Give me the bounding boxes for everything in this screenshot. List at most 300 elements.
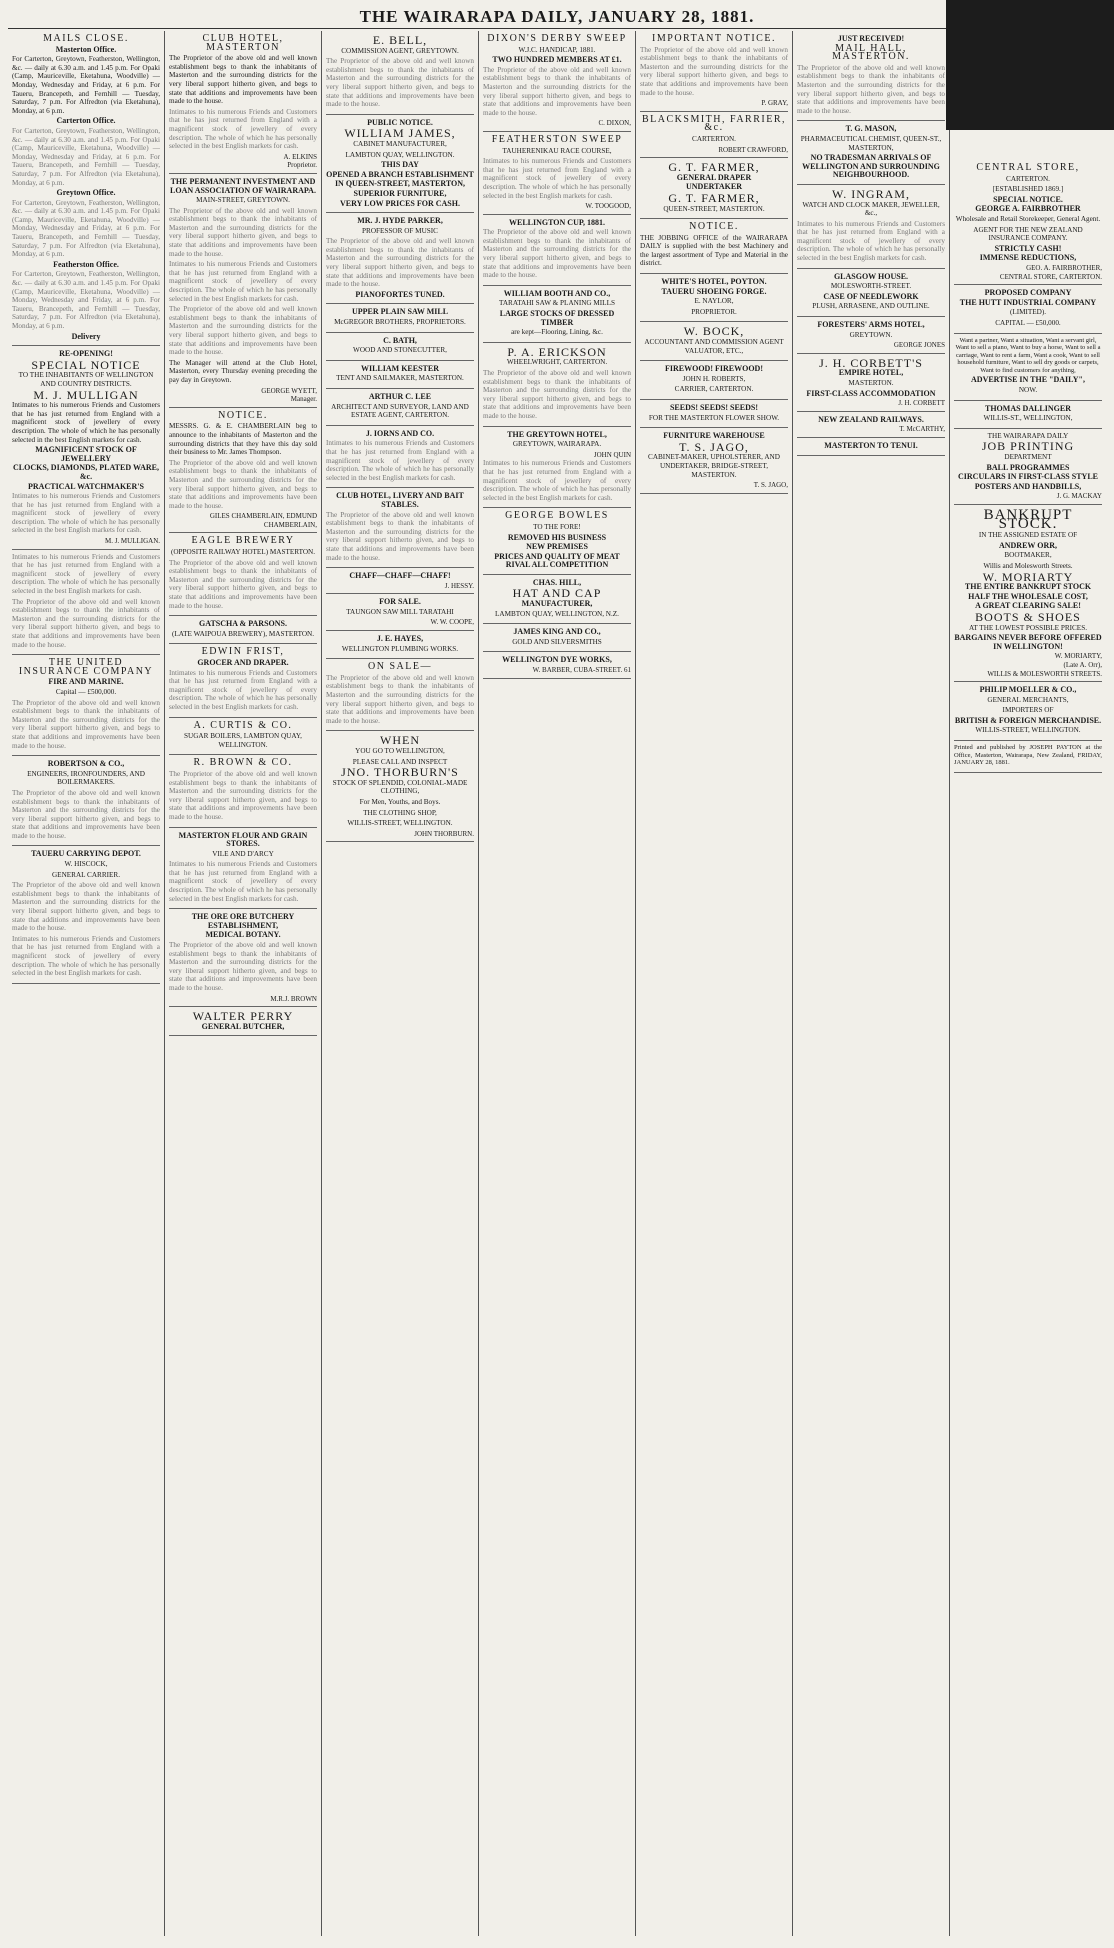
medical-body: The Proprietor of the above old and well known establishment begs to thank the inhabitants of Masterton and the surrounding districts for the very liberal support hitherto given, and begs to state that additions and improvements have been made to the house. — [169, 941, 317, 992]
ad-brown — [169, 755, 317, 827]
seeds-title: SEEDS! SEEDS! SEEDS! — [669, 403, 759, 412]
hat-title: CHAS. HILL, — [532, 577, 582, 587]
greytown-hotel-title: THE GREYTOWN HOTEL, — [507, 429, 607, 439]
hayes-sub: WELLINGTON PLUMBING WORKS. — [341, 644, 459, 653]
great-clearing: A GREAT CLEARING SALE! — [975, 601, 1081, 611]
mails-body-2: For Carterton, Greytown, Featherston, Wellington, &c. — daily at 6.30 a.m. and 1.45 p.m. For Opaki (Camp, Mauriceville, Eketahuna, Woodville) — Monday, Wednesday and Friday, at 6 p.m. For Taueru, Brancepeth, and Fernhill — Tuesday, Saturday, 7 p.m. For Alfredton (via Eketahuna), Monday, at 6 p.m. — [12, 126, 160, 187]
building-sig2: Manager. — [290, 395, 317, 404]
mulligan-clocks: CLOCKS, DIAMONDS, PLATED WARE, &c. — [13, 463, 159, 481]
white-title: WHITE'S HOTEL, POYTON. — [661, 277, 767, 287]
ad-insurance — [12, 655, 160, 756]
moriarty-sig2: (Late A. Orr), — [1063, 660, 1102, 669]
public-notice: PUBLIC NOTICE. — [367, 117, 433, 127]
ad-farmer — [640, 158, 788, 219]
moeller-title: PHILIP MOELLER & CO., — [979, 685, 1077, 695]
dixon-sub: W.J.C. HANDICAP, 1881. — [518, 45, 596, 54]
moriarty-title: W. MORIARTY — [982, 569, 1074, 584]
moeller-sub: GENERAL MERCHANTS, — [987, 695, 1069, 704]
bath-sub: WOOD AND STONECUTTER, — [353, 346, 447, 355]
ad-foresters — [797, 317, 945, 354]
circulars: CIRCULARS IN FIRST-CLASS STYLE — [958, 472, 1098, 482]
plush: PLUSH, ARRASENE, AND OUTLINE. — [812, 302, 930, 311]
jago-title: T. S. JAGO, — [679, 439, 749, 454]
building-title: THE PERMANENT INVESTMENT AND LOAN ASSOCIATION OF WAIRARAPA. — [170, 176, 316, 195]
mails-greytown: Greytown Office. — [56, 188, 116, 198]
mulligan-body-2: Intimates to his numerous Friends and Customers that he has just returned from England with a magnificent stock of jewellery of every description. The whole of which he has personally selected in the best English markets for cash. — [12, 492, 160, 535]
naylor-title: E. NAYLOR, — [694, 297, 734, 306]
when-title: WHEN — [380, 733, 420, 748]
curtis-sub: SUGAR BOILERS, LAMBTON QUAY, WELLINGTON. — [184, 732, 302, 749]
brown-title: R. BROWN & CO. — [193, 757, 293, 769]
mulligan-stock: MAGNIFICENT STOCK OF JEWELLERY — [35, 445, 137, 463]
butchery-title: THE ORE ORE BUTCHERY ESTABLISHMENT, — [191, 912, 295, 930]
iorns-title: J. IORNS AND CO. — [365, 428, 435, 438]
mulligan-name: M. J. MULLIGAN — [33, 387, 139, 402]
ad-robertson — [12, 756, 160, 846]
ad-seeds — [640, 400, 788, 428]
special-notice: SPECIAL NOTICE — [31, 357, 141, 372]
club-body: The Proprietor of the above old and well known establishment begs to thank the inhabitants of Masterton and the surrounding districts for the very liberal support hitherto given, and begs to state that additions and improvements have been made to the house. — [169, 54, 317, 106]
frist-title: EDWIN FRIST, — [201, 646, 285, 658]
moeller-goods: BRITISH & FOREIGN MERCHANDISE. — [954, 715, 1102, 725]
scan-dark-corner — [946, 0, 1114, 130]
ad-furniture — [640, 428, 788, 494]
column-2 — [165, 31, 322, 1936]
notice2-title: NOTICE. — [689, 221, 739, 233]
mails-body: For Carterton, Greytown, Featherston, Wellington, &c. — daily at 6.30 a.m. and 1.45 p.m. For Opaki (Camp, Mauriceville, Eketahuna, Woodville) — Monday, Wednesday and Friday, at 6 p.m. For Taueru, Brancepeth, and Fernhill — Tuesday, Saturday, 7 p.m. For Alfredton (via Eketahuna), Monday, at 6 p.m. — [12, 55, 160, 115]
ad-parker — [326, 213, 474, 304]
parker-pianos: PIANOFORTES TUNED. — [355, 289, 445, 299]
column-4 — [479, 31, 636, 1936]
bankrupt-estate: IN THE ASSIGNED ESTATE OF — [978, 531, 1078, 540]
chaff-title: CHAFF—CHAFF—CHAFF! — [349, 571, 451, 581]
cooper-sig: W. W. COOPE, — [430, 618, 474, 627]
chamberlain-body: MESSRS. G. & E. CHAMBERLAIN beg to announce to the inhabitants of Masterton and the surrounding districts that they have this day sold their business to Mr. James Thompson. — [169, 422, 317, 457]
mulligan-practical: PRACTICAL WATCHMAKER'S — [28, 481, 144, 491]
bock-sub: ACCOUNTANT AND COMMISSION AGENT VALUATOR, ETC., — [644, 338, 784, 355]
farmer2-title: G. T. FARMER, — [668, 190, 760, 205]
parker-sub: PROFESSOR OF MUSIC — [362, 226, 438, 235]
james-opened: OPENED A BRANCH ESTABLISHMENT — [326, 169, 474, 179]
building-body-3: The Proprietor of the above old and well known establishment begs to thank the inhabitants of Masterton and the surrounding districts for the very liberal support hitherto given, and begs to state that additions and improvements have been made to the house. — [169, 305, 317, 357]
bowles-prices: PRICES AND QUALITY OF MEAT RIVAL ALL COMPETITION — [494, 551, 620, 570]
jago-sub: CABINET-MAKER, UPHOLSTERER, AND UNDERTAKER, BRIDGE-STREET, MASTERTON. — [648, 453, 780, 479]
important-body: The Proprietor of the above old and well known establishment begs to thank the inhabitants of Masterton and the surrounding districts for the very liberal support hitherto given, and begs to state that additions and improvements have been made to the house. — [640, 45, 788, 97]
gray-sig: P. GRAY, — [761, 99, 788, 108]
thorburn-sig: JOHN THORBURN. — [414, 829, 474, 838]
hat-sub: HAT AND CAP — [512, 586, 602, 601]
lee-title: ARTHUR C. LEE — [368, 392, 432, 401]
naylor-sub: PROPRIETOR. — [691, 307, 737, 316]
dixon-sig: C. DIXON, — [598, 119, 631, 128]
keester-title: WILLIAM KEESTER — [360, 363, 440, 373]
building-body-2: Intimates to his numerous Friends and Customers that he has just returned from England with a magnificent stock of jewellery of every description. The whole of which he has personally selected in the best English markets for cash. — [169, 260, 317, 303]
greytown-hotel-body: Intimates to his numerous Friends and Customers that he has just returned from England with a magnificent stock of jewellery of every description. The whole of which he has personally selected in the best English markets for cash. — [483, 459, 631, 502]
club-sig2: Proprietor. — [287, 161, 317, 170]
tararua-title: TAUNGON SAW MILL TARATAHI — [346, 607, 454, 616]
ad-chaff — [326, 568, 474, 594]
ad-just-received — [797, 31, 945, 121]
no-title: NO TRADESMAN ARRIVALS OF WELLINGTON AND SURROUNDING NEIGHBOURHOOD. — [802, 153, 940, 180]
when-sub: YOU GO TO WELLINGTON, — [355, 747, 445, 755]
flour-title: MASTERTON FLOUR AND GRAIN STORES. — [178, 830, 308, 849]
james-this-day: THIS DAY — [381, 160, 419, 170]
tenui-title: MASTERTON TO TENUI. — [824, 440, 918, 450]
central-title: CENTRAL STORE, — [976, 162, 1080, 173]
jago-sig: T. S. JAGO, — [753, 481, 788, 490]
reopening-title: RE-OPENING! — [59, 349, 113, 359]
club-title: CLUB HOTEL, MASTERTON — [202, 33, 284, 53]
ad-erickson — [483, 343, 631, 427]
notice2-body: THE JOBBING OFFICE of the WAIRARAPA DAILY is supplied with the best Machinery and the largest assortment of Type and Material in the district. — [640, 233, 788, 268]
medical-title: MEDICAL BOTANY. — [205, 930, 281, 940]
club-body-2: Intimates to his numerous Friends and Customers that he has just returned from England with a magnificent stock of jewellery of every description. The whole of which he has personally selected in the best English markets for cash. — [169, 107, 317, 151]
booth-flooring: are kept—Flooring, Lining, &c. — [511, 328, 603, 337]
ad-bankrupt-stock — [954, 505, 1102, 682]
ad-cockery — [326, 488, 474, 568]
ad-important-notice — [640, 31, 788, 112]
taueru-body-2: Intimates to his numerous Friends and Customers that he has just returned from England with a magnificent stock of jewellery of every description. The whole of which he has personally selected in the best English markets for cash. — [12, 934, 160, 978]
crawford-sig: ROBERT CRAWFORD, — [718, 145, 788, 154]
ad-bright-prospect — [12, 550, 160, 656]
posters: POSTERS AND HANDBILLS, — [974, 481, 1082, 491]
greytown-hotel-sub: GREYTOWN, WAIRARAPA. — [512, 440, 602, 449]
ad-bock — [640, 322, 788, 361]
just-received: JUST RECEIVED! — [837, 34, 905, 43]
mulligan-intro: TO THE INHABITANTS OF WELLINGTON AND COUNTRY DISTRICTS. — [18, 371, 154, 388]
flour-body: Intimates to his numerous Friends and Customers that he has just returned from England with a magnificent stock of jewellery of every description. The whole of which he has personally selected in the best English markets for cash. — [169, 860, 317, 903]
ad-taueru-carrying — [12, 846, 160, 983]
job-printing-head: THE WAIRARAPA DAILY — [987, 431, 1069, 440]
undertaker-title: UNDERTAKER — [685, 182, 743, 192]
column-1 — [8, 31, 165, 1936]
foresters-sub: GREYTOWN. — [849, 330, 893, 339]
fairbrother-sub: Wholesale and Retail Storekeeper, General Agent. — [955, 214, 1101, 223]
bright-prospect-body: Intimates to his numerous Friends and Customers that he has just returned from England with a magnificent stock of jewellery of every description. The whole of which he has personally selected in the best English markets for cash. — [12, 552, 160, 596]
column-7 — [950, 31, 1106, 1936]
walter-sub: GENERAL BUTCHER, — [201, 1021, 285, 1031]
boots-shoes: BOOTS & SHOES — [975, 609, 1081, 624]
first-class: FIRST-CLASS ACCOMMODATION — [806, 388, 936, 398]
mails-title: MAILS CLOSE. — [43, 33, 129, 44]
bell-title: E. BELL, — [372, 33, 428, 47]
ad-gatscha — [169, 616, 317, 644]
nuppett-sig: M.R.J. BROWN — [270, 994, 317, 1003]
important-title: IMPORTANT NOTICE. — [652, 33, 776, 44]
firewood-sub: CARRIER, CARTERTON. — [674, 385, 754, 394]
mails-body-3: For Carterton, Greytown, Featherston, Wellington, &c. — daily at 6.30 a.m. and 1.45 p.m. For Opaki (Camp, Mauriceville, Eketahuna, Woodville) — Monday, Wednesday and Friday, at 6 p.m. For Taueru, Brancepeth, and Fernhill — Tuesday, Saturday, 7 p.m. For Alfredton (via Eketahuna), Monday, at 6 p.m. — [12, 198, 160, 259]
ad-on-sale — [326, 659, 474, 731]
fairbrother-sig2: CENTRAL STORE, CARTERTON. — [999, 272, 1102, 281]
ad-tenui — [797, 438, 945, 456]
farmer-sub: GENERAL DRAPER — [676, 172, 752, 182]
ad-blacksmith — [640, 112, 788, 158]
ad-eagle-brewery — [169, 533, 317, 616]
half-cost: HALF THE WHOLESALE COST, — [968, 591, 1088, 601]
bowles-removed: REMOVED HIS BUSINESS — [507, 532, 607, 542]
ad-booth — [483, 286, 631, 343]
booth-title: WILLIAM BOOTH AND CO., — [503, 288, 611, 298]
bowles-premises: NEW PREMISES — [526, 542, 588, 552]
chamberlain-body-2: The Proprietor of the above old and well known establishment begs to thank the inhabitants of Masterton and the surrounding districts for the very liberal support hitherto given, and begs to state that additions and improvements have been made to the house. — [169, 458, 317, 510]
mackay-sig: J. G. MACKAY — [1056, 492, 1102, 501]
ad-dallinger — [954, 401, 1102, 429]
ad-bowles — [483, 508, 631, 575]
onsale-body: The Proprietor of the above old and well known establishment begs to thank the inhabitants of Masterton and the surrounding districts for the very liberal support hitherto given, and begs to state that additions and improvements have been made to the house. — [326, 673, 474, 725]
masthead: THE WAIRARAPA DAILY, JANUARY 28, 1881. — [359, 7, 755, 26]
fairbrother-sig: GEO. A. FAIRBROTHER, — [1026, 263, 1102, 272]
erickson-title: P. A. ERICKSON — [507, 344, 607, 359]
ad-chamberlain — [169, 408, 317, 534]
mason-title: T. G. MASON, — [845, 124, 897, 134]
farmer-title: G. T. FARMER, — [668, 160, 760, 175]
bell-body: The Proprietor of the above old and well known establishment begs to thank the inhabitants of Masterton and the surrounding districts for the very liberal support hitherto given, and begs to state that additions and improvements have been made to the house. — [326, 57, 474, 109]
building-office: MAIN-STREET, GREYTOWN. — [196, 196, 290, 205]
hall-body: The Proprietor of the above old and well known establishment begs to thank the inhabitants of Masterton and the surrounding districts for the very liberal support hitherto given, and begs to state that additions and improvements have been made to the house. — [797, 63, 945, 115]
want-block: Want a partner, Want a situation, Want a servant girl, Want to sell a piano, Want to buy a horse, Want to sell a carriage, Want to rent a farm, Want a cook, Want to sell household furniture, Want to sell dry goods or carpets, Want to find customers for anything, — [955, 336, 1101, 374]
taueru-title: TAUERU CARRYING DEPOT. — [31, 849, 141, 859]
brown-body: The Proprietor of the above old and well known establishment begs to thank the inhabitants of Masterton and the surrounding districts for the very liberal support hitherto given, and begs to state that additions and improvements have been made to the house. — [169, 769, 317, 821]
ad-job-printing — [954, 429, 1102, 505]
taueru-name: W. HISCOCK, — [64, 860, 108, 869]
footer-imprint: Printed and published by JOSEPH PAYTON at the Office, Masterton, Wairarapa, New Zealand, FRIDAY, JANUARY 28, 1881. — [954, 744, 1102, 767]
ad-mails — [12, 31, 160, 346]
dye-sig: W. BARBER, CUBA-STREET. 61 — [532, 666, 631, 675]
ad-bell — [326, 31, 474, 115]
building-body: The Proprietor of the above old and well known establishment begs to thank the inhabitants of Masterton and the surrounding districts for the very liberal support hitherto given, and begs to state that additions and improvements have been made to the house. — [169, 206, 317, 258]
insurance-title: THE UNITED INSURANCE COMPANY — [18, 657, 154, 677]
ingram-body: Intimates to his numerous Friends and Customers that he has just returned from England with a magnificent stock of jewellery of every description. The whole of which he has personally selected in the best English markets for cash. — [797, 219, 945, 263]
bright-prospect-body-2: The Proprietor of the above old and well known establishment begs to thank the inhabitants of Masterton and the surrounding districts for the very liberal support hitherto given, and begs to state that additions and improvements have been made to the house. — [12, 597, 160, 649]
column-3 — [322, 31, 479, 1936]
central-sub: CARTERTON. — [1006, 174, 1050, 183]
frist-body: Intimates to his numerous Friends and Customers that he has just returned from England with a magnificent stock of jewellery of every description. The whole of which he has personally selected in the best English markets for cash. — [169, 668, 317, 711]
ad-railways — [797, 412, 945, 438]
king-sub: GOLD AND SILVERSMITHS — [512, 637, 602, 646]
bankrupt-name: ANDREW ORR, — [998, 540, 1058, 550]
ad-wellington-cup — [483, 215, 631, 286]
ingram-title: W. INGRAM, — [832, 186, 910, 201]
ad-iorns — [326, 426, 474, 489]
taueru-body: The Proprietor of the above old and well known establishment begs to thank the inhabitants of Masterton and the surrounding districts for the very liberal support hitherto given, and begs to state that additions and improvements have been made to the house. — [12, 881, 160, 933]
ad-flour — [169, 828, 317, 910]
robertson-title: ROBERTSON & CO., — [47, 759, 125, 769]
insurance-body: The Proprietor of the above old and well known establishment begs to thank the inhabitants of Masterton and the surrounding districts for the very liberal support hitherto given, and begs to state that additions and improvements have been made to the house. — [12, 698, 160, 750]
eagle-body: The Proprietor of the above old and well known establishment begs to thank the inhabitants of Masterton and the surrounding districts for the very liberal support hitherto given, and begs to state that additions and improvements have been made to the house. — [169, 558, 317, 610]
booth-stock: LARGE STOCKS OF DRESSED TIMBER — [499, 309, 615, 327]
dixon-members: TWO HUNDRED MEMBERS AT £1. — [492, 55, 622, 65]
sale-title: FOR SALE. — [379, 597, 421, 607]
moriarty-sig3: WILLIS & MOLESWORTH STREETS. — [987, 669, 1102, 678]
firewood-title: FIREWOOD! FIREWOOD! — [665, 364, 763, 374]
bowles-title: GEORGE BOWLES — [505, 510, 609, 522]
hall-title: MAIL HALL, MASTERTON. — [832, 42, 910, 63]
ad-lee — [326, 389, 474, 426]
bock-title: W. BOCK, — [683, 324, 745, 339]
greytown-hotel-sig: JOHN QUIN — [593, 450, 631, 459]
chaff-sig: J. HESSY. — [444, 581, 474, 590]
flour-sub: VILE AND D'ARCY — [212, 849, 274, 858]
lee-sub: ARCHITECT AND SURVEYOR, LAND AND ESTATE AGENT, CARTERTON. — [331, 402, 469, 420]
thorburn-stock: STOCK OF SPLENDID, COLONIAL-MADE CLOTHING, — [332, 778, 468, 796]
dallinger-title: THOMAS DALLINGER — [984, 403, 1071, 413]
curtis-title: A. CURTIS & CO. — [193, 719, 293, 731]
firewood-name: JOHN H. ROBERTS, — [682, 374, 746, 383]
onsale-title: ON SALE— — [368, 661, 432, 673]
james-addr: LAMBTON QUAY, WELLINGTON. — [345, 150, 455, 159]
masthead-rule — [8, 28, 1106, 29]
moeller-imp: IMPORTERS OF — [1002, 706, 1054, 715]
sawmill-sub: McGREGOR BROTHERS, PROPRIETORS. — [334, 318, 466, 327]
empire-title: EMPIRE HOTEL, — [838, 368, 904, 378]
strictly-cash: STRICTLY CASH! — [994, 243, 1062, 253]
james-name: WILLIAM JAMES, — [344, 126, 456, 141]
ad-dixon — [483, 31, 631, 132]
advertise: ADVERTISE IN THE "DAILY", — [971, 375, 1085, 385]
ad-king — [483, 624, 631, 652]
walter-title: WALTER PERRY — [192, 1009, 294, 1024]
ad-hat — [483, 575, 631, 624]
featherston-title: FEATHERSTON SWEEP — [491, 133, 623, 145]
mason-sub: PHARMACEUTICAL CHEMIST, QUEEN-ST., MASTERTON, — [800, 134, 942, 152]
ad-sawmill — [326, 304, 474, 332]
cockery-title: CLUB HOTEL, LIVERY AND BAIT STABLES. — [336, 491, 464, 509]
ad-dye-works — [483, 652, 631, 678]
robertson-body: The Proprietor of the above old and well known establishment begs to thank the inhabitants of Masterton and the surrounding districts for the very liberal support hitherto given, and begs to state that additions and improvements have been made to the house. — [12, 788, 160, 840]
dallinger-addr: WILLIS-ST., WELLINGTON, — [983, 414, 1073, 423]
moriarty-sig: W. MORIARTY, — [1054, 652, 1102, 661]
insurance-capital: Capital — £500,000. — [55, 687, 117, 696]
column-5 — [636, 31, 793, 1936]
dixon-title: DIXON'S DERBY SWEEP — [487, 33, 627, 44]
foresters-sig: GEORGE JONES — [893, 341, 945, 350]
job-printing: JOB PRINTING — [981, 439, 1075, 454]
ad-bath — [326, 333, 474, 361]
corbett-sig: J. H. CORBETT — [898, 399, 945, 408]
needlework: CASE OF NEEDLEWORK — [823, 291, 919, 301]
glasgow-sub: MOLESWORTH-STREET. — [830, 282, 912, 291]
ad-greytown-hotel — [483, 427, 631, 509]
ad-butchery — [169, 909, 317, 1007]
ad-hayes — [326, 631, 474, 659]
ad-for-sale — [326, 594, 474, 631]
glasgow-title: GLASGOW HOUSE. — [833, 271, 909, 281]
featherston-sub: TAUHERENIKAU RACE COURSE, — [502, 146, 612, 155]
frist-sub: GROCER AND DRAPER. — [197, 658, 289, 667]
columns — [8, 31, 1106, 1936]
corbett-title: J. H. CORBETT'S — [819, 355, 923, 370]
footer-imprint-box — [954, 741, 1102, 773]
bowles-sub: TO THE FORE! — [533, 522, 581, 531]
capital: CAPITAL — £50,000. — [995, 318, 1061, 327]
insurance-sub: FIRE AND MARINE. — [48, 677, 124, 687]
thorburn-title: JNO. THORBURN'S — [341, 765, 459, 780]
featherston-body: Intimates to his numerous Friends and Customers that he has just returned from England with a magnificent stock of jewellery of every description. The whole of which he has personally selected in the best English markets for cash. — [483, 157, 631, 200]
ad-william-james — [326, 115, 474, 213]
ad-mason — [797, 121, 945, 185]
moeller-addr: WILLIS-STREET, WELLINGTON. — [975, 726, 1081, 735]
erickson-sub: WHEELWRIGHT, CARTERTON. — [506, 358, 608, 367]
king-title: JAMES KING AND CO., — [513, 627, 601, 637]
ad-white-hotel — [640, 274, 788, 322]
james-prices: VERY LOW PRICES FOR CASH. — [340, 198, 460, 208]
ad-walter-perry — [169, 1007, 317, 1036]
thorburn-addr: WILLIS-STREET, WELLINGTON. — [347, 819, 453, 828]
hayes-title: J. E. HAYES, — [376, 634, 424, 644]
mcarthy-sig: T. McCARTHY, — [899, 425, 945, 434]
ad-advertise — [954, 334, 1102, 401]
bankrupt-sub: BOOTMAKER, — [1004, 551, 1052, 560]
ad-curtis — [169, 718, 317, 756]
keester-sub: TENT AND SAILMAKER, MASTERTON. — [336, 374, 464, 383]
dixon-body: The Proprietor of the above old and well known establishment begs to thank the inhabitants of Masterton and the surrounding districts for the very liberal support hitherto given, and begs to state that additions and improvements have been made to the house. — [483, 65, 631, 117]
ad-ingram — [797, 185, 945, 269]
dye-title: WELLINGTON DYE WORKS, — [502, 655, 612, 665]
hutt-limited: (LIMITED). — [1009, 308, 1047, 317]
building-meeting: The Manager will attend at the Club Hotel, Masterton, every Thursday evening preceding the pay day in Greytown. — [169, 358, 317, 384]
mails-delivery: Delivery — [71, 331, 101, 341]
ad-jobbing-notice — [640, 219, 788, 274]
ad-mulligan — [12, 346, 160, 549]
nz-railways: NEW ZEALAND RAILWAYS. — [818, 414, 924, 424]
robertson-sub: ENGINEERS, IRONFOUNDERS, AND BOILERMAKERS. — [27, 769, 145, 787]
column-6 — [793, 31, 950, 1936]
gatscha-sub: (LATE WAIPOUA BREWERY), MASTERTON. — [171, 629, 315, 638]
ingram-sub: WATCH AND CLOCK MAKER, JEWELLER, &c., — [802, 200, 940, 218]
helicon-body: The Proprietor of the above old and well known establishment begs to thank the inhabitants of Masterton and the surrounding districts for the very liberal support hitherto given, and begs to state that additions and improvements have been made to the house. — [483, 228, 631, 280]
helicon-title: WELLINGTON CUP, 1881. — [508, 217, 606, 227]
ad-club-hotel — [169, 31, 317, 174]
hat-sub2: MANUFACTURER, — [521, 599, 593, 609]
ad-keester — [326, 361, 474, 389]
farmer2-sub: QUEEN-STREET, MASTERTON. — [663, 204, 765, 213]
parker-title: MR. J. HYDE PARKER, — [357, 216, 443, 226]
james-sub: CABINET MANUFACTURER, — [353, 139, 447, 148]
parker-body: The Proprietor of the above old and well known establishment begs to thank the inhabitants of Masterton and the surrounding districts for the very liberal support hitherto given, and begs to state that additions and improvements have been made to the house. — [326, 237, 474, 289]
when-call: PLEASE CALL AND INSPECT — [352, 757, 448, 766]
blacksmith-title: BLACKSMITH, FARRIER, &c. — [642, 113, 786, 134]
proposed: PROPOSED COMPANY — [984, 288, 1072, 298]
advertise-now: NOW. — [1018, 386, 1038, 395]
chamberlain-sig: GILES CHAMBERLAIN, EDMUND CHAMBERLAIN, — [209, 512, 317, 529]
lowest-prices: AT THE LOWEST POSSIBLE PRICES. — [968, 623, 1087, 632]
ad-glasgow — [797, 269, 945, 317]
mails-featherston: Featherston Office. — [53, 259, 119, 269]
james-place: IN QUEEN-STREET, MASTERTON, — [334, 179, 466, 189]
taueru-sub: GENERAL CARRIER. — [51, 870, 120, 879]
notice-title: NOTICE. — [218, 409, 268, 421]
bankrupt-title: BANKRUPT STOCK. — [983, 507, 1073, 532]
hutt-title: THE HUTT INDUSTRIAL COMPANY — [959, 297, 1097, 307]
foresters-title: FORESTERS' ARMS HOTEL, — [817, 320, 925, 330]
mails-body-4: For Carterton, Greytown, Featherston, Wellington, &c. — daily at 6.30 a.m. and 1.45 p.m. For Opaki (Camp, Mauriceville, Eketahuna, Woodville) — Monday, Wednesday and Friday, at 6 p.m. For Taueru, Brancepeth, and Fernhill — Tuesday, Saturday, 7 p.m. For Alfredton (via Eketahuna), Monday, at 6 p.m. — [12, 270, 160, 330]
bell-sub: COMMISSION AGENT, GREYTOWN. — [341, 46, 459, 55]
nz-insurance: AGENT FOR THE NEW ZEALAND INSURANCE COMPANY. — [973, 225, 1083, 243]
eagle-sub: (OPPOSITE RAILWAY HOTEL) MASTERTON. — [170, 548, 316, 557]
ad-firewood — [640, 361, 788, 400]
immense: IMMENSE REDUCTIONS, — [979, 253, 1077, 263]
flower-show: FOR THE MASTERTON FLOWER SHOW. — [648, 413, 780, 422]
james-stock: SUPERIOR FURNITURE, — [353, 188, 447, 198]
booth-sub: TARATAHI SAW & PLANING MILLS — [499, 299, 615, 308]
furniture-title: FURNITURE WAREHOUSE — [663, 431, 765, 441]
thorburn-for: For Men, Youths, and Boys. — [359, 797, 441, 806]
ad-featherston-sweep — [483, 132, 631, 215]
ball-programmes: BALL PROGRAMMES — [986, 462, 1070, 472]
job-dept: DEPARTMENT — [1004, 453, 1052, 462]
club-sig: A. ELKINS — [283, 152, 317, 161]
thorburn-shop: THE CLOTHING SHOP, — [363, 808, 437, 817]
